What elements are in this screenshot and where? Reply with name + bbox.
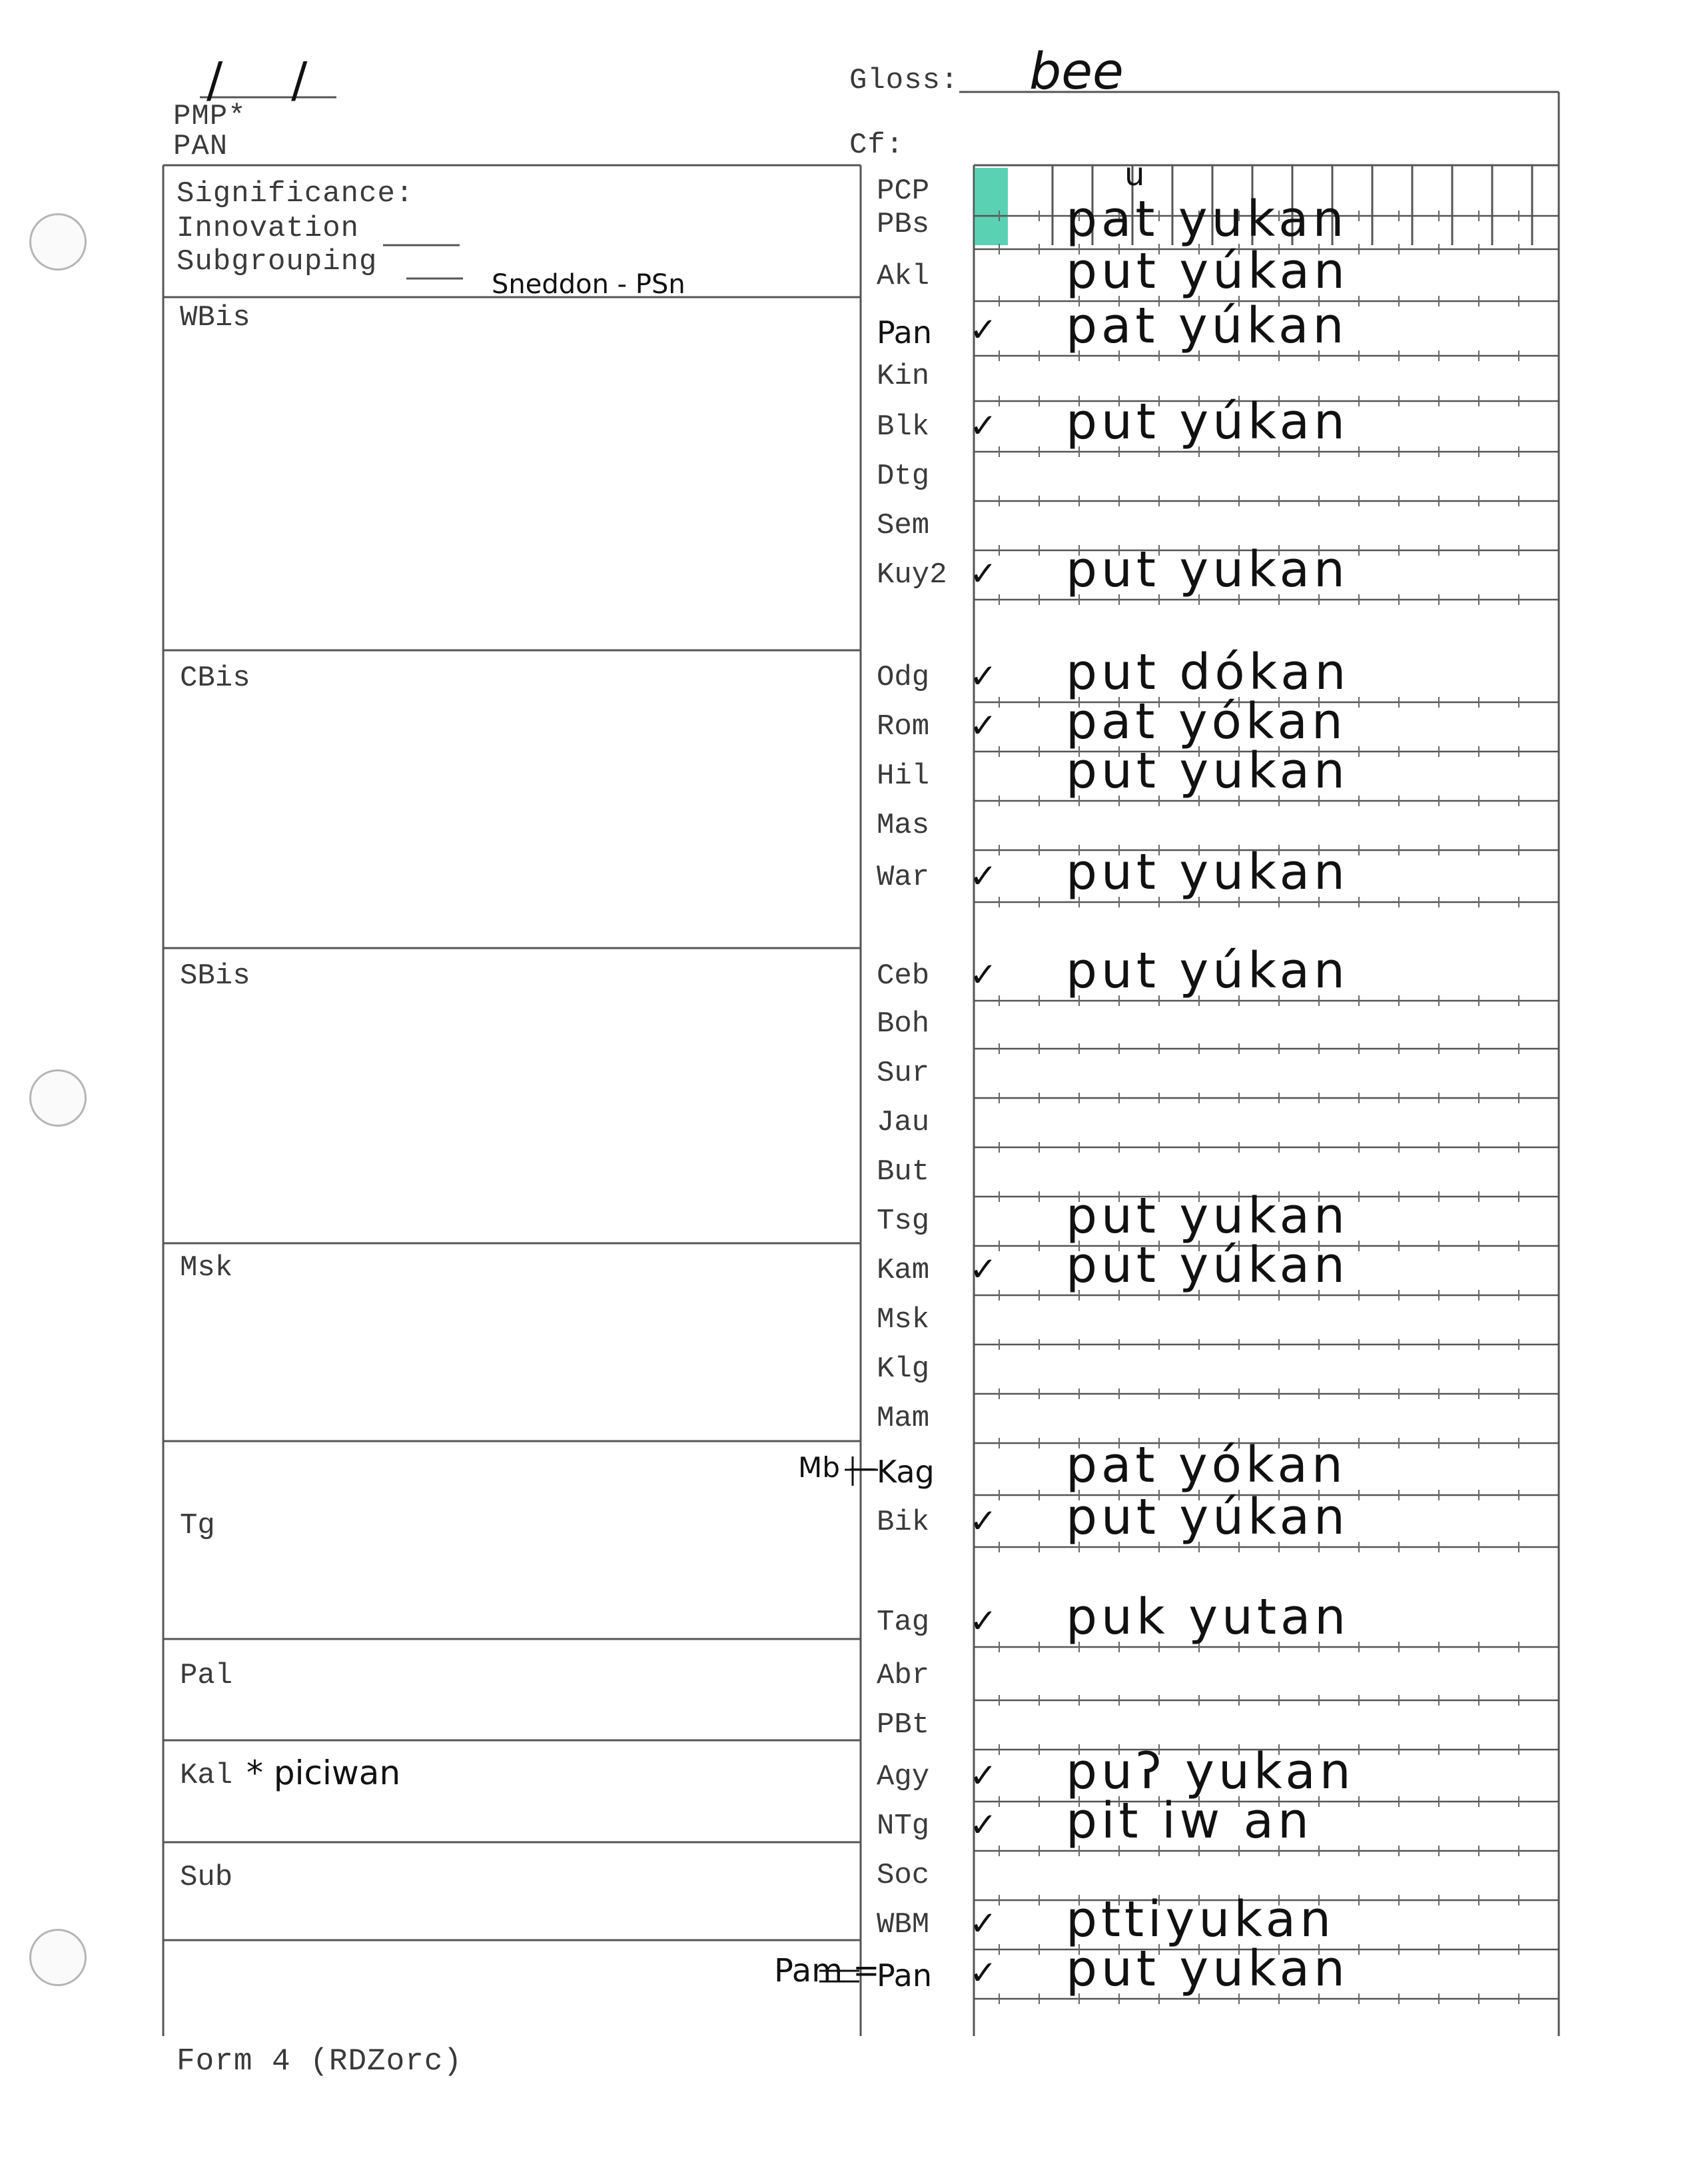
lang-code-soc: Soc (877, 1859, 930, 1892)
reflex-form: put yukan (1066, 541, 1349, 598)
reflex-form: pttiyukan (1066, 1891, 1336, 1948)
check-mark: ✓ (969, 657, 997, 696)
check-mark: ✓ (969, 955, 997, 994)
pmp-label: PMP* (173, 100, 246, 133)
significance-title: Significance: (177, 177, 414, 211)
check-mark: ✓ (969, 1806, 997, 1844)
check-mark: ✓ (969, 857, 997, 895)
lang-code-sur: Sur (877, 1057, 930, 1090)
reflex-form: put yúkan (1066, 243, 1349, 300)
lang-code-kam: Kam (877, 1254, 930, 1287)
lang-code-ntg: NTg (877, 1810, 930, 1843)
header-slashes: / / (207, 52, 334, 108)
check-mark: ✓ (969, 706, 997, 745)
check-mark: ✓ (969, 406, 997, 445)
reflex-form: put yukan (1066, 742, 1349, 800)
footer-form-label: Form 4 (RDZorc) (177, 2044, 463, 2079)
lang-code-mam: Mam (877, 1402, 930, 1435)
lang-code-dtg: Dtg (877, 460, 930, 493)
lang-code-klg: Klg (877, 1353, 930, 1386)
lang-code-hil: Hil (877, 760, 930, 793)
check-mark: ✓ (969, 1953, 997, 1992)
section-wbis: WBis (180, 301, 250, 334)
lang-code-pan: Pan (877, 1957, 933, 1993)
lang-code-pbs: PBs (877, 208, 930, 241)
lang-code-mas: Mas (877, 809, 930, 842)
pam-annotation: Pam = (774, 1952, 880, 1989)
lang-code-msk: Msk (877, 1303, 930, 1337)
reflex-form: puk yutan (1066, 1588, 1350, 1646)
lang-code-kin: Kin (877, 360, 930, 393)
lang-code-ceb: Ceb (877, 959, 930, 993)
check-mark: ✓ (969, 1250, 997, 1289)
lang-code-pcp: PCP (877, 175, 930, 208)
lang-code-rom: Rom (877, 710, 930, 744)
lang-code-pan: Pan (877, 314, 933, 350)
kal-note: * piciwan (246, 1754, 401, 1792)
reflex-form: put yúkan (1066, 1237, 1349, 1294)
lang-code-war: War (877, 861, 930, 894)
reflex-form: put yúkan (1066, 942, 1349, 999)
section-msk: Msk (180, 1251, 233, 1285)
reflex-form: put yúkan (1066, 1488, 1349, 1546)
reflex-form: pit iw an (1066, 1792, 1313, 1850)
section-kal: Kal (180, 1759, 233, 1792)
reflex-form: puʔ yukan (1066, 1743, 1355, 1800)
check-mark: ✓ (969, 1602, 997, 1640)
lang-code-tag: Tag (877, 1606, 930, 1639)
check-mark: ✓ (969, 310, 997, 349)
lang-code-pbt: PBt (877, 1708, 930, 1742)
lang-code-kuy2: Kuy2 (877, 558, 947, 592)
cf-label: Cf: (849, 129, 905, 162)
reflex-superscript: u (1124, 156, 1145, 193)
section-sub: Sub (180, 1861, 233, 1894)
lang-code-bik: Bik (877, 1506, 930, 1539)
section-sbis: SBis (180, 959, 250, 993)
reflex-form: pat yúkan (1066, 297, 1348, 354)
lang-code-agy: Agy (877, 1760, 930, 1794)
section-pal: Pal (180, 1659, 233, 1692)
highlight-marker (975, 168, 1008, 245)
reflex-form: put yukan (1066, 843, 1349, 901)
section-tg: Tg (180, 1509, 215, 1542)
innovation-label: Innovation (177, 212, 360, 245)
lang-code-kag: Kag (877, 1454, 935, 1490)
reflex-form: put yukan (1066, 1940, 1349, 1997)
check-mark: ✓ (969, 1904, 997, 1943)
lang-code-boh: Boh (877, 1007, 930, 1041)
reflex-form: put yúkan (1066, 393, 1349, 450)
check-mark: ✓ (969, 1756, 997, 1795)
lang-code-blk: Blk (877, 410, 930, 444)
check-mark: ✓ (969, 1502, 997, 1540)
mb-annotation: Mb — (798, 1451, 877, 1484)
lang-code-abr: Abr (877, 1659, 930, 1692)
reflex-form: pat yókan (1066, 1436, 1347, 1494)
lang-code-but: But (877, 1155, 930, 1189)
reflex-form: put dókan (1066, 644, 1350, 701)
gloss-value: bee (1029, 41, 1124, 101)
reflex-form: put yukan (1066, 1187, 1349, 1245)
sneddon-note: Sneddon - PSn (492, 269, 685, 300)
lang-code-akl: Akl (877, 260, 930, 293)
lang-code-tsg: Tsg (877, 1205, 930, 1238)
lang-code-jau: Jau (877, 1106, 930, 1139)
subgrouping-label: Subgrouping (177, 245, 378, 278)
lang-code-sem: Sem (877, 509, 930, 542)
reflex-form: pat yókan (1066, 693, 1347, 750)
pan-label: PAN (173, 130, 228, 163)
lang-code-odg: Odg (877, 661, 930, 694)
section-cbis: CBis (180, 662, 250, 695)
gloss-label: Gloss: (849, 64, 959, 97)
check-mark: ✓ (969, 554, 997, 593)
reflex-form: pat yukan (1066, 191, 1348, 248)
lang-code-wbm: WBM (877, 1908, 930, 1941)
